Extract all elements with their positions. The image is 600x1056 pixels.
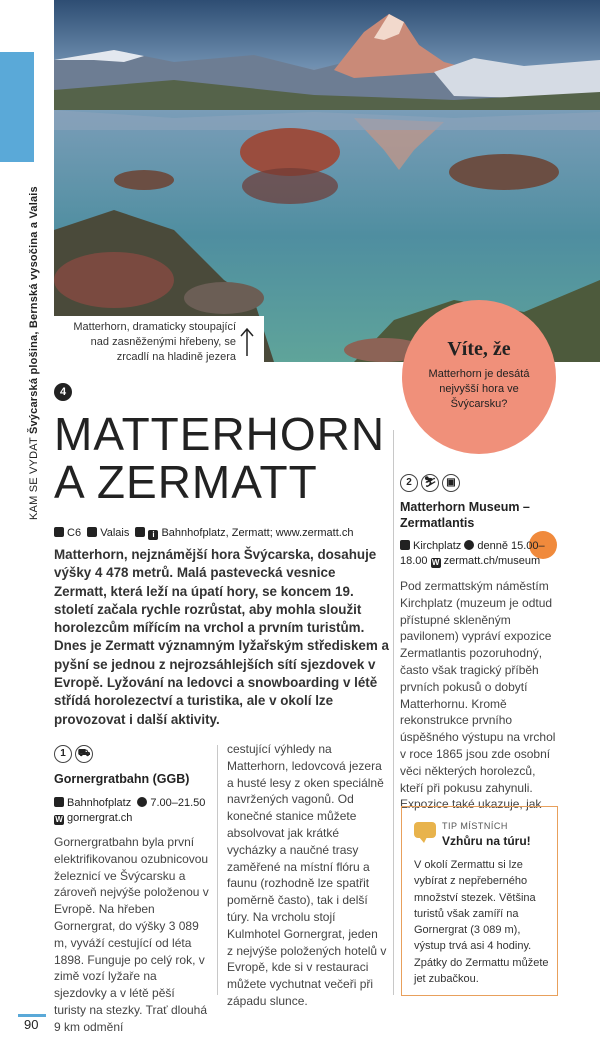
section1-number: 1 <box>54 745 72 763</box>
did-you-know-circle <box>402 300 556 454</box>
section1-meta <box>54 796 205 826</box>
section2-hours: denně 15.00–18.00 <box>400 540 545 567</box>
section1-address: Bahnhofplatz <box>67 797 132 809</box>
section1-web: gornergrat.ch <box>67 812 133 824</box>
section1-text-col1: Gornergratbahn byla první elektrifikovanou ozubnicovou železnicí ve Švýcarsku a zároveň nejvýše položenou v Evropě. Na hřeben Gornergrat, do výšky 3 089 m, vyváží cestující od léta 1898. Funguje po celý rok, v zimě vozí lyžaře na sjezdovky a v létě pěší turisty na stezky. Trať dlouhá 9 km odmění <box>54 835 209 1034</box>
clock-icon <box>464 540 474 550</box>
chapter-region: Švýcarská plošina, Bernská vysočina a Valais <box>28 186 40 435</box>
matterhorn-photo <box>54 0 600 362</box>
main-meta <box>54 527 353 540</box>
section2-address: Kirchplatz <box>413 540 462 552</box>
train-icon: ⛟ <box>75 745 93 763</box>
arrow-up-icon <box>240 326 254 356</box>
did-you-know-text: Matterhorn je desátá nejvyšší hora ve Švýcarsku? <box>428 368 530 410</box>
section2-title: Matterhorn Museum – Zermatlantis <box>400 500 530 530</box>
column-divider-small <box>217 745 218 995</box>
chapter-title <box>28 186 40 520</box>
column-divider <box>393 430 394 995</box>
section2-number: 2 <box>400 474 418 492</box>
page-title <box>54 410 385 506</box>
did-you-know-title: Víte, že <box>447 338 511 360</box>
map-grid: C6 <box>67 527 82 539</box>
sight-number-badge: 4 <box>54 383 72 401</box>
clock-icon <box>137 797 147 807</box>
title-line-1: MATTERHORN <box>54 408 386 460</box>
location-icon <box>54 797 64 807</box>
tip-title: Vzhůru na túru! <box>442 834 531 848</box>
speech-bubble-icon <box>414 822 436 838</box>
ski-icon: ⛷ <box>421 474 439 492</box>
intro-paragraph: Matterhorn, nejznámější hora Švýcarska, dosahuje výšky 4 478 metrů. Malá pastevecká vesnice Zermatt, která leží na úpatí hory, se koncem 19. století začala rychle rozrůstat, aby mohla sloužit horolezcům mířícím na vrchol a prvním turistům. Dnes je Zermatt významným lyžařským střediskem a pyšní se jednou z nejrozsáhlejších sítí sjezdovek v Evropě. Lyžování na ledovci a snowboarding v létě střídá horolezectví a turistika, ale v okolí lze provozovat i další aktivity. <box>54 547 389 727</box>
tip-text: V okolí Zermattu si lze vybírat z nepřeberného množství stezek. Většina turistů však zamíří na Gornergrat (3 089 m), výstup trvá asi 4 hodiny. Zpátky do Zermattu můžete jet zubačkou. <box>414 859 549 986</box>
location-icon <box>87 527 97 537</box>
chapter-tab <box>0 52 34 162</box>
title-line-2: A ZERMATT <box>54 456 318 508</box>
map-icon <box>54 527 64 537</box>
photo-caption: Matterhorn, dramaticky stoupající nad zasněženými hřebeny, se zrcadlí na hladině jezera <box>73 321 236 363</box>
web-icon: W <box>431 558 440 567</box>
section2-meta <box>400 539 560 569</box>
info-icon: i <box>148 530 158 540</box>
tip-label: TIP MÍSTNÍCH <box>442 821 508 831</box>
chapter-prefix: KAM SE VYDAT <box>28 437 40 520</box>
page-number: 90 <box>24 1017 39 1032</box>
section1-text-col2: cestující výhledy na Matterhorn, ledovcová jezera a husté lesy z oken speciálně navržených vagonů. Od konečné stanice můžete absolvovat jak krátké vycházky a naučné trasy zaměřené na místní flóru a faunu (rozhodně lze spatřit poměrně často), tak i delší túry. Na vrcholu stojí Kulmhotel Gornergrat, jeden z nejvýše položených hotelů v Evropě, kde si v restauraci můžete vychutnat večeři při západu slunce. <box>227 742 387 1008</box>
museum-icon: ▣ <box>442 474 460 492</box>
info-address: Bahnhofplatz, Zermatt; www.zermatt.ch <box>161 527 354 539</box>
train-icon <box>135 527 145 537</box>
section2-web: zermatt.ch/museum <box>443 555 541 567</box>
web-icon: W <box>55 815 63 824</box>
section1-icons <box>54 745 96 763</box>
region-name: Valais <box>100 527 130 539</box>
section1-title: Gornergratbahn (GGB) <box>54 772 190 786</box>
section2-icons <box>400 474 463 492</box>
section1-hours: 7.00–21.50 <box>150 797 206 809</box>
location-icon <box>400 540 410 550</box>
section2-text: Pod zermattským náměstím Kirchplatz (muzeum je odtud přístupné skleněným pavilonem) vypráví expozice Zermatlantis pozoruhodný, často však tragický příběh prvních pokusů o dobytí Matterhornu. Kromě rekonstrukce prvního úspěšného výstupu na vrchol v roce 1865 jsou zde osobní věci některých horolezců, kteří při pokusu zahynuli. Expozice také ukazuje, jak <box>400 579 556 812</box>
